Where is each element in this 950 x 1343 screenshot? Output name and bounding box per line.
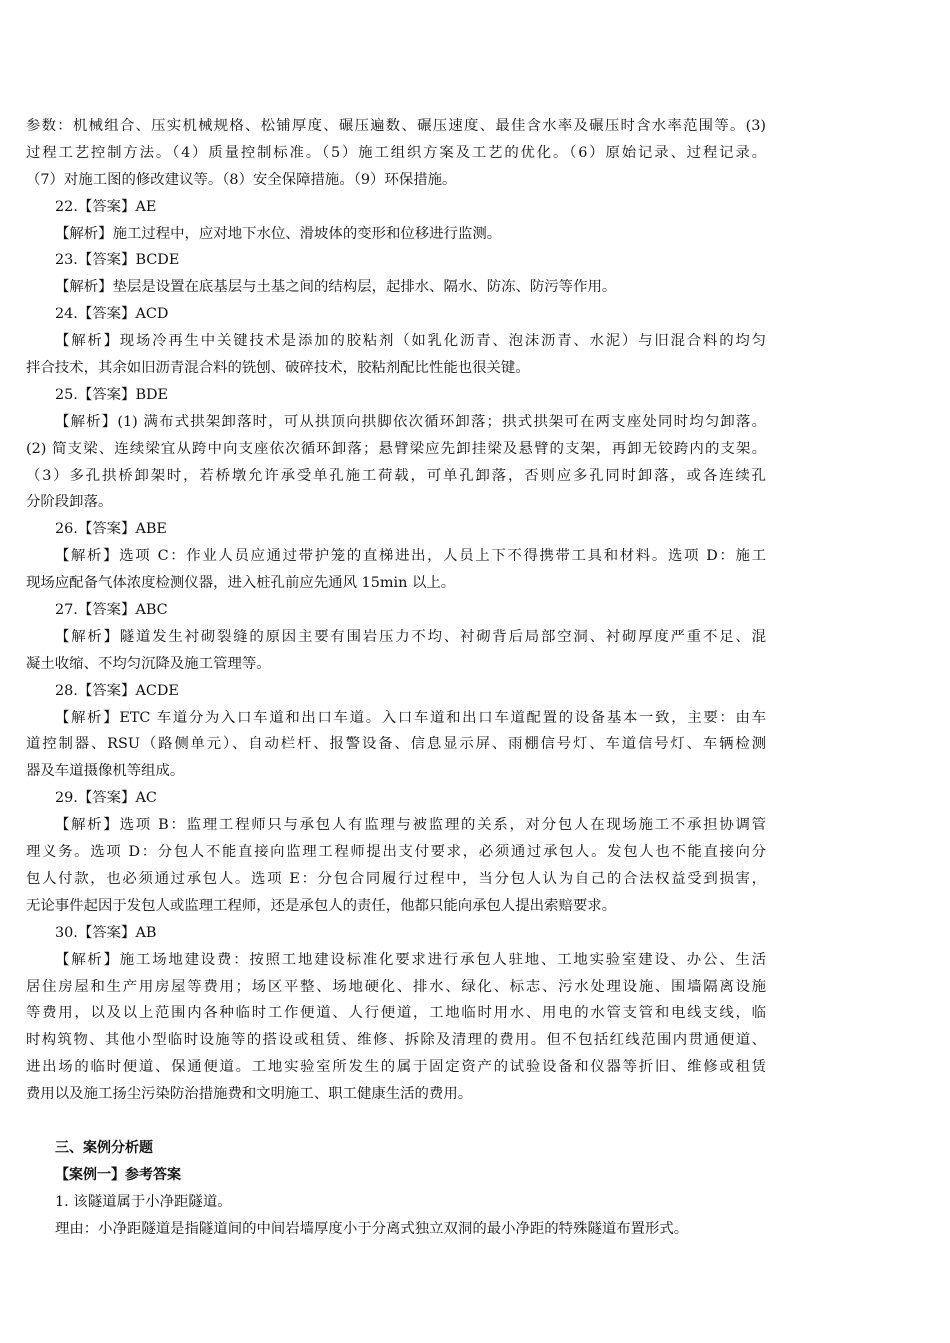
answer-label: 27.【答案】ABC — [55, 602, 168, 619]
text-line: 无论事件起因于发包人或监理工程师，还是承包人的责任，他都只能向承包人提出索赔要求。 — [26, 897, 617, 914]
section-heading: 三、案例分析题 — [55, 1139, 153, 1156]
answer-text — [26, 113, 766, 1242]
answer-label: 22.【答案】AE — [55, 198, 157, 215]
explanation-line: 【解析】垫层是设置在底基层与土基之间的结构层，起排水、隔水、防冻、防污等作用。 — [55, 279, 617, 296]
text-line: 居住房屋和生产用房屋等费用；场区平整、场地硬化、排水、绿化、标志、污水处理设施、围墙隔离设施 — [26, 978, 766, 995]
answer-label: 28.【答案】ACDE — [55, 682, 179, 699]
text-line: 1. 该隧道属于小净距隧道。 — [55, 1193, 232, 1210]
answer-label: 25.【答案】BDE — [55, 386, 169, 403]
explanation-line: 【解析】选项 B：监理工程师只与承包人有监理与被监理的关系，对分包人在现场施工不承担协调管 — [55, 817, 766, 834]
text-line: （7）对施工图的修改建议等。（8）安全保障措施。（9）环保措施。 — [26, 171, 457, 188]
text-line: 过程工艺控制方法。（4）质量控制标准。（5）施工组织方案及工艺的优化。（6）原始记录、过程记录。 — [26, 144, 766, 161]
text-line: 道控制器、RSU（路侧单元）、自动栏杆、报警设备、信息显示屏、雨棚信号灯、车道信号灯、车辆检测 — [26, 736, 766, 753]
text-line: 进出场的临时便道、保通便道。工地实验室所发生的属于固定资产的试验设备和仪器等折旧、维修或租赁 — [26, 1059, 766, 1076]
explanation-line: 【解析】施工场地建设费：按照工地建设标准化要求进行承包人驻地、工地实验室建设、办公、生活 — [55, 951, 766, 968]
text-line: 凝土收缩、不均匀沉降及施工管理等。 — [26, 655, 271, 672]
text-line: 等费用，以及以上范围内各种临时工作便道、人行便道，工地临时用水、用电的水管支管和电线支线，临 — [26, 1005, 766, 1022]
text-line: 参数：机械组合、压实机械规格、松铺厚度、碾压遍数、碾压速度、最佳含水率及碾压时含水率范围等。(3) — [26, 118, 766, 134]
answer-label: 30.【答案】AB — [55, 924, 157, 941]
case-heading: 【案例一】参考答案 — [55, 1166, 181, 1183]
text-line: 包人付款，也必须通过承包人。选项 E：分包合同履行过程中，当分包人认为自己的合法权益受到损害， — [26, 870, 766, 887]
text-line: 现场应配备气体浓度检测仪器，进入桩孔前应先通风 15min 以上。 — [26, 575, 456, 592]
text-line: 拌合技术，其余如旧沥青混合料的铣刨、破碎技术，胶粘剂配比性能也很关键。 — [26, 360, 530, 377]
explanation-line: 【解析】(1) 满布式拱架卸落时，可从拱顶向拱脚依次循环卸落；拱式拱架可在两支座处同时均匀卸落。 — [55, 413, 766, 430]
text-line: 分阶段卸落。 — [26, 494, 113, 511]
explanation-line: 【解析】现场冷再生中关键技术是添加的胶粘剂（如乳化沥青、泡沫沥青、水泥）与旧混合料的均匀 — [55, 333, 766, 350]
text-line: 时构筑物、其他小型临时设施等的搭设或租赁、维修、拆除及清理的费用。但不包括红线范围内贯通便道、 — [26, 1032, 766, 1049]
explanation-line: 【解析】隧道发生衬砌裂缝的原因主要有围岩压力不均、衬砌背后局部空洞、衬砌厚度严重不足、混 — [55, 628, 766, 645]
answer-label: 24.【答案】ACD — [55, 306, 169, 323]
text-line: 理由：小净距隧道是指隧道间的中间岩墙厚度小于分离式独立双洞的最小净距的特殊隧道布置形式。 — [55, 1220, 689, 1237]
answer-label: 26.【答案】ABE — [55, 521, 167, 538]
explanation-line: 【解析】选项 C：作业人员应通过带护笼的直梯进出，人员上下不得携带工具和材料。选项 D：施工 — [55, 548, 766, 565]
text-line: (2) 简支梁、连续梁宜从跨中向支座依次循环卸落；悬臂梁应先卸挂梁及悬臂的支架，再卸无铰跨内的支架。 — [26, 440, 766, 457]
text-line: （3）多孔拱桥卸架时，若桥墩允许承受单孔施工荷载，可单孔卸落，否则应多孔同时卸落，或各连续孔 — [26, 467, 766, 484]
text-line: 理义务。选项 D：分包人不能直接向监理工程师提出支付要求，必须通过承包人。发包人也不能直接向分 — [26, 844, 766, 861]
explanation-line: 【解析】ETC 车道分为入口车道和出口车道。入口车道和出口车道配置的设备基本一致，主要：由车 — [55, 709, 766, 726]
blank-line — [26, 1108, 766, 1135]
answer-label: 23.【答案】BCDE — [55, 252, 180, 269]
explanation-line: 【解析】施工过程中，应对地下水位、滑坡体的变形和位移进行监测。 — [55, 225, 502, 242]
answer-label: 29.【答案】AC — [55, 790, 157, 807]
text-line: 器及车道摄像机等组成。 — [26, 763, 185, 780]
text-line: 费用以及施工扬尘污染防治措施费和文明施工、职工健康生活的费用。 — [26, 1086, 473, 1103]
